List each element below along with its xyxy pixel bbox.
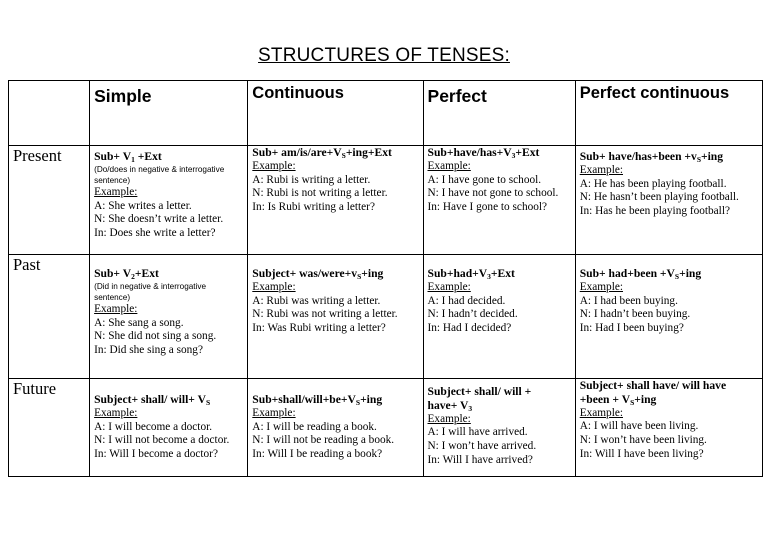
negative-example: N: I won’t have been living.: [579, 434, 707, 447]
affirmative-example: A: I have gone to school.: [427, 173, 542, 186]
interrogative-example: In: Will I become a doctor?: [94, 448, 218, 461]
cell-future-simple: [90, 379, 248, 477]
row-past: [9, 255, 763, 379]
negative-example: N: I hadn’t decided.: [427, 308, 518, 321]
negative-example: N: I won’t have arrived.: [427, 440, 537, 453]
cell-past-simple: [90, 255, 248, 379]
formula-line-1: Subject+ shall have/ will have: [579, 379, 727, 392]
header-perfect-continuous: Perfect continuous: [575, 81, 762, 146]
example-label: Example:: [94, 185, 138, 198]
row-label-future: Future: [9, 379, 90, 477]
header-perfect: Perfect: [423, 81, 575, 146]
affirmative-example: A: I will be reading a book.: [252, 420, 377, 433]
interrogative-example: In: Had I been buying?: [579, 322, 684, 335]
interrogative-example: In: Will I have arrived?: [427, 453, 533, 466]
formula: Sub+ had+been $+V_S+ing$: [579, 267, 702, 281]
example-label: Example:: [427, 280, 471, 293]
example-label: Example:: [94, 302, 138, 315]
tenses-table: [8, 80, 763, 477]
interrogative-example: In: Has he been playing football?: [579, 205, 730, 218]
interrogative-example: In: Does she write a letter?: [94, 227, 216, 240]
example-label: Example:: [252, 406, 296, 419]
affirmative-example: A: I had decided.: [427, 294, 506, 307]
row-label-past: Past: [9, 255, 90, 379]
interrogative-example: In: Will I have been living?: [579, 447, 704, 460]
cell-present-simple: [90, 146, 248, 255]
formula: Subject+ was/$were+v_S+ing$: [252, 267, 384, 281]
formula: have+ $V_3$: [427, 398, 473, 413]
affirmative-example: A: I will become a doctor.: [94, 420, 213, 433]
formula: $Sub+have/has+V_3+Ext$: [427, 146, 540, 160]
affirmative-example: A: I will have arrived.: [427, 426, 528, 439]
affirmative-example: A: I had been buying.: [579, 294, 678, 307]
page-title: STRUCTURES OF TENSES:: [258, 45, 510, 66]
corner-cell: [9, 81, 90, 146]
example-label: Example:: [427, 412, 471, 425]
formula: +been + $V_S+ing$: [579, 392, 657, 407]
example-label: Example:: [252, 280, 296, 293]
cell-future-continuous: [248, 379, 423, 477]
negative-example: N: I will not become a doctor.: [94, 434, 230, 447]
row-future: [9, 379, 763, 477]
cell-past-perfect-continuous: [575, 255, 762, 379]
header-continuous: Continuous: [248, 81, 423, 146]
formula: $Sub+ am/is/are+V_S+ing+Ext$: [252, 146, 392, 160]
affirmative-example: A: Rubi was writing a letter.: [252, 294, 381, 307]
example-label: Example:: [427, 159, 471, 172]
cell-present-perfect-continuous: [575, 146, 762, 255]
formula: $Sub+shall/will+be+V_S+ing$: [252, 393, 383, 407]
interrogative-example: In: Will I be reading a book?: [252, 448, 383, 461]
cell-future-perfect-continuous: [575, 379, 762, 477]
row-label-present: Present: [9, 146, 90, 255]
formula: $Sub+had+V_3+Ext$: [427, 267, 515, 281]
cell-future-perfect: [423, 379, 575, 477]
header-row: [9, 81, 763, 146]
note: (Do/does in negative & interrogative sentence): [94, 164, 225, 185]
formula: $Sub+ V_2+Ext$: [94, 267, 159, 281]
formula: Subject+ shall/ will+ $V_S$: [94, 393, 211, 407]
interrogative-example: In: Was Rubi writing a letter?: [252, 322, 386, 335]
interrogative-example: In: Did she sing a song?: [94, 344, 203, 357]
negative-example: N: He hasn’t been playing football.: [579, 191, 739, 204]
interrogative-example: In: Had I decided?: [427, 322, 512, 335]
row-present: [9, 146, 763, 255]
negative-example: N: I will not be reading a book.: [252, 434, 395, 447]
affirmative-example: A: He has been playing football.: [579, 177, 727, 190]
affirmative-example: A: She sang a song.: [94, 316, 184, 329]
negative-example: N: She doesn’t write a letter.: [94, 213, 224, 226]
negative-example: N: Rubi is not writing a letter.: [252, 187, 388, 200]
negative-example: N: Rubi was not writing a letter.: [252, 308, 398, 321]
example-label: Example:: [252, 159, 296, 172]
formula-line-1: Subject+ shall/ will +: [427, 385, 532, 398]
note: (Did in negative & interrogative sentence): [94, 281, 207, 302]
interrogative-example: In: Is Rubi writing a letter?: [252, 201, 375, 214]
negative-example: N: I have not gone to school.: [427, 187, 559, 200]
example-label: Example:: [579, 280, 623, 293]
negative-example: N: I hadn’t been buying.: [579, 308, 691, 321]
affirmative-example: A: I will have been living.: [579, 420, 699, 433]
cell-past-perfect: [423, 255, 575, 379]
affirmative-example: A: Rubi is writing a letter.: [252, 173, 371, 186]
cell-past-continuous: [248, 255, 423, 379]
formula: Sub+ have/has+been $+v_S+ing$: [579, 150, 724, 164]
example-label: Example:: [579, 163, 623, 176]
example-label: Example:: [94, 406, 138, 419]
formula: $Sub+ V_1 +Ext$: [94, 150, 162, 164]
header-simple: Simple: [90, 81, 248, 146]
negative-example: N: She did not sing a song.: [94, 330, 217, 343]
interrogative-example: In: Have I gone to school?: [427, 201, 548, 214]
example-label: Example:: [579, 406, 623, 419]
cell-present-continuous: [248, 146, 423, 255]
affirmative-example: A: She writes a letter.: [94, 199, 192, 212]
cell-present-perfect: [423, 146, 575, 255]
